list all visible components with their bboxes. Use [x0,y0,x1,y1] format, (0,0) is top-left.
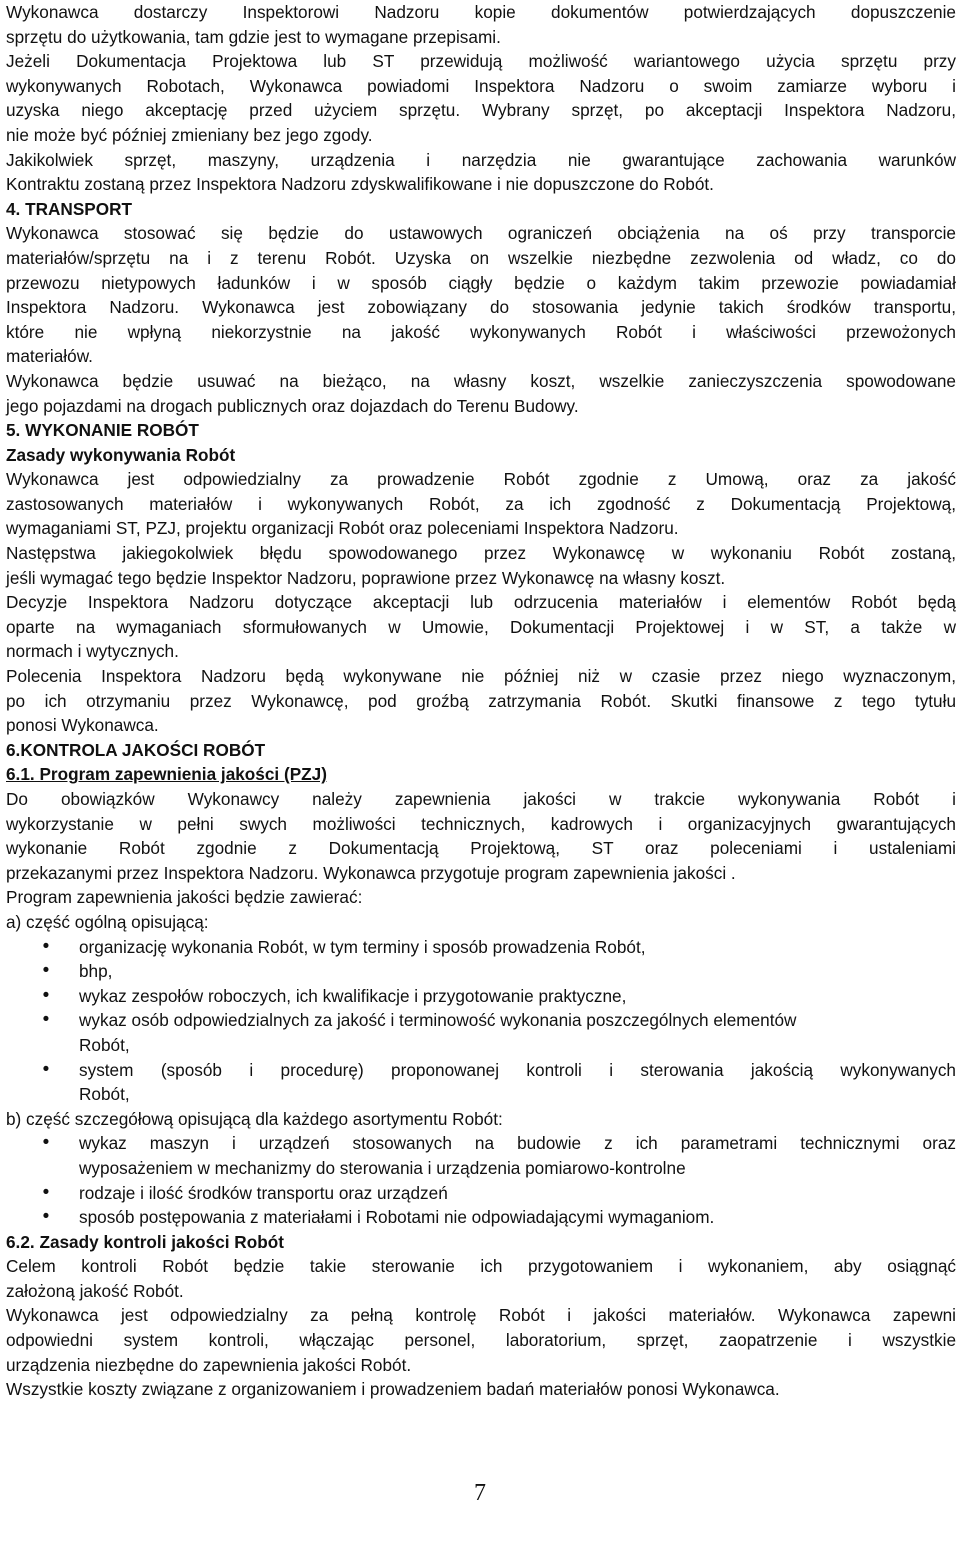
section-heading [6,762,956,787]
text-line [6,492,956,517]
text-line [6,394,956,419]
bullet-item [6,1058,956,1083]
line-text: Wykonawca jest odpowiedzialny za pełną kontrolę Robót i jakości materiałów. Wykonawca zapewni [6,1305,956,1326]
text-line [6,0,956,25]
bullet-item [6,1131,956,1156]
page-number: 7 [474,1480,486,1506]
text-line [6,615,956,640]
text-line [6,221,956,246]
text-line [6,541,956,566]
text-line [6,369,956,394]
text-line [6,713,956,738]
text-line [6,246,956,271]
text-line [6,148,956,173]
line-text: organizację wykonania Robót, w tym terminy i sposób prowadzenia Robót, [79,936,646,957]
line-text: założoną jakość Robót. [6,1280,184,1301]
bullet-icon: • [42,1009,50,1031]
text-line [6,639,956,664]
line-text: sprzętu do użytkowania, tam gdzie jest to wymagane przepisami. [6,26,501,47]
text-line [6,1353,956,1378]
line-text: wyposażeniem w mechanizmy do sterowania i urządzenia pomiarowo-kontrolne [79,1157,686,1178]
text-line [6,320,956,345]
line-text: wymaganiami ST, PZJ, projektu organizacji Robót oraz poleceniami Inspektora Nadzoru. [6,518,679,539]
line-text: nie może być później zmieniany bez jego zgody. [6,124,373,145]
text-line [6,1303,956,1328]
line-text: po ich otrzymaniu przez Wykonawcę, pod groźbą zatrzymania Robót. Skutki finansowe z tego tytułu [6,690,956,711]
text-line [6,271,956,296]
bullet-icon: • [42,935,50,957]
line-text: Jakikolwiek sprzęt, maszyny, urządzenia i narzędzia nie gwarantujące zachowania warunków [6,149,956,170]
text-line [6,25,956,50]
bullet-item [6,984,956,1009]
line-text: Decyzje Inspektora Nadzoru dotyczące akceptacji lub odrzucenia materiałów i elementów Robót będą [6,592,956,613]
line-text: uzyska niego akceptację przed użyciem sprzętu. Wybrany sprzęt, po akceptacji Inspektora Nadzoru, [6,100,956,121]
line-text: Zasady wykonywania Robót [6,444,236,465]
line-text: ponosi Wykonawca. [6,715,159,736]
bullet-item [6,1205,956,1230]
line-text: normach i wytycznych. [6,641,179,662]
text-line [6,1033,956,1058]
text-line [6,295,956,320]
line-text: rodzaje i ilość środków transportu oraz urządzeń [79,1182,448,1203]
line-text: materiałów/sprzętu na i z terenu Robót. Uzyska on wszelkie niezbędne zezwolenia od władz, co do [6,247,956,268]
section-heading [6,197,956,222]
text-line [6,812,956,837]
text-line [6,885,956,910]
line-text: odpowiedni system kontroli, włączając personel, laboratorium, sprzęt, zaopatrzenie i wszystkie [6,1330,956,1351]
line-text: bhp, [79,961,113,982]
line-text: wykaz maszyn i urządzeń stosowanych na budowie z ich parametrami technicznymi oraz [79,1133,956,1154]
text-line [6,1107,956,1132]
line-text: które nie wpłyną niekorzystnie na jakość wykonywanych Robót i właściwości przewożonych [6,321,956,342]
line-text: Polecenia Inspektora Nadzoru będą wykonywane nie później niż w czasie przez niego wyznaczonym, [6,666,956,687]
line-text: Jeżeli Dokumentacja Projektowa lub ST przewidują możliwość wariantowego użycia sprzętu przy [6,51,956,72]
text-line [6,516,956,541]
line-text: Celem kontroli Robót będzie takie sterowanie ich przygotowaniem i wykonaniem, aby osiągnąć [6,1256,956,1277]
line-text: jeśli wymagać tego będzie Inspektor Nadzoru, poprawione przez Wykonawcę na własny koszt. [6,567,726,588]
bullet-item [6,935,956,960]
text-line [6,1279,956,1304]
text-line [6,1377,956,1402]
line-text: wykaz zespołów roboczych, ich kwalifikacje i przygotowanie praktyczne, [79,985,627,1006]
line-text: a) część ogólną opisującą: [6,911,209,932]
line-text: Inspektora Nadzoru. Wykonawca jest zobowiązany do stosowania jedynie takich środków transportu, [6,297,956,318]
line-text: urządzenia niezbędne do zapewnienia jakości Robót. [6,1354,412,1375]
bullet-icon: • [42,984,50,1006]
section-heading [6,443,956,468]
line-text: sposób postępowania z materiałami i Robotami nie odpowiadającymi wymaganiom. [79,1207,715,1228]
line-text: 6.1. Program zapewnienia jakości (PZJ) [6,764,327,785]
line-text: 6.KONTROLA JAKOŚCI ROBÓT [6,739,266,760]
line-text: wykaz osób odpowiedzialnych za jakość i terminowość wykonania poszczególnych elementów [79,1010,797,1031]
line-text: Wykonawca będzie usuwać na bieżąco, na własny koszt, wszelkie zanieczyszczenia spowodowane [6,370,956,391]
bullet-icon: • [42,1058,50,1080]
bullet-item [6,1181,956,1206]
bullet-icon: • [42,960,50,982]
section-heading [6,418,956,443]
line-text: zastosowanych materiałów i wykonywanych Robót, za ich zgodność z Dokumentacją Projektową, [6,493,956,514]
line-text: Wykonawca dostarczy Inspektorowi Nadzoru kopie dokumentów potwierdzających dopuszczenie [6,2,956,22]
line-text: Następstwa jakiegokolwiek błędu spowodowanego przez Wykonawcę w wykonaniu Robót zostaną, [6,543,956,564]
line-text: Do obowiązków Wykonawcy należy zapewnienia jakości w trakcie wykonywania Robót i [6,789,956,809]
line-text: Wykonawca stosować się będzie do ustawowych ograniczeń obciążenia na oś przy transporcie [6,223,956,244]
text-line [6,836,956,861]
text-line [6,664,956,689]
text-line [6,1156,956,1181]
line-text: Robót, [79,1034,130,1055]
line-text: przewozu nietypowych ładunków i w sposób ciągły będzie o każdym takim przewozie powiadamiał [6,272,956,293]
text-line [6,1328,956,1353]
bullet-icon: • [42,1181,50,1203]
line-text: Wykonawca jest odpowiedzialny za prowadzenie Robót zgodnie z Umową, oraz za jakość [6,469,956,490]
line-text: przekazanymi przez Inspektora Nadzoru. Wykonawca przygotuje program zapewnienia jakości . [6,862,736,883]
text-line [6,590,956,615]
text-line [6,1082,956,1107]
line-text: 4. TRANSPORT [6,198,133,219]
section-heading [6,738,956,763]
bullet-item [6,1008,956,1033]
bullet-icon: • [42,1206,50,1228]
bullet-item [6,959,956,984]
line-text: Program zapewnienia jakości będzie zawierać: [6,887,363,908]
text-line [6,910,956,935]
text-line [6,98,956,123]
line-text: jego pojazdami na drogach publicznych oraz dojazdach do Terenu Budowy. [6,395,579,416]
text-line [6,467,956,492]
document-page [6,0,956,1402]
line-text: Wszystkie koszty związane z organizowaniem i prowadzeniem badań materiałów ponosi Wykonawca. [6,1379,780,1400]
text-line [6,689,956,714]
text-line [6,74,956,99]
line-text: 6.2. Zasady kontroli jakości Robót [6,1231,284,1252]
text-line [6,787,956,812]
section-heading [6,1230,956,1255]
line-text: wykonanie Robót zgodnie z Dokumentacją Projektową, ST oraz poleceniami i ustaleniami [6,838,956,859]
line-text: materiałów. [6,346,93,367]
line-text: b) część szczegółową opisującą dla każdego asortymentu Robót: [6,1108,503,1129]
text-line [6,49,956,74]
text-line [6,1254,956,1279]
line-text: wykonywanych Robotach, Wykonawca powiadomi Inspektora Nadzoru o swoim zamiarze wyboru i [6,75,956,96]
text-line [6,123,956,148]
line-text: Kontraktu zostaną przez Inspektora Nadzoru zdyskwalifikowane i nie dopuszczone do Robót. [6,174,714,195]
line-text: Robót, [79,1084,130,1105]
text-line [6,344,956,369]
line-text: 5. WYKONANIE ROBÓT [6,420,199,441]
line-text: oparte na wymaganiach sformułowanych w Umowie, Dokumentacji Projektowej i w ST, a także w [6,616,956,637]
text-line [6,566,956,591]
line-text: wykorzystanie w pełni swych możliwości technicznych, kadrowych i organizacyjnych gwarantujących [6,813,956,834]
bullet-icon: • [42,1132,50,1154]
text-line [6,861,956,886]
text-line [6,172,956,197]
line-text: system (sposób i procedurę) proponowanej kontroli i sterowania jakością wykonywanych [79,1059,956,1080]
